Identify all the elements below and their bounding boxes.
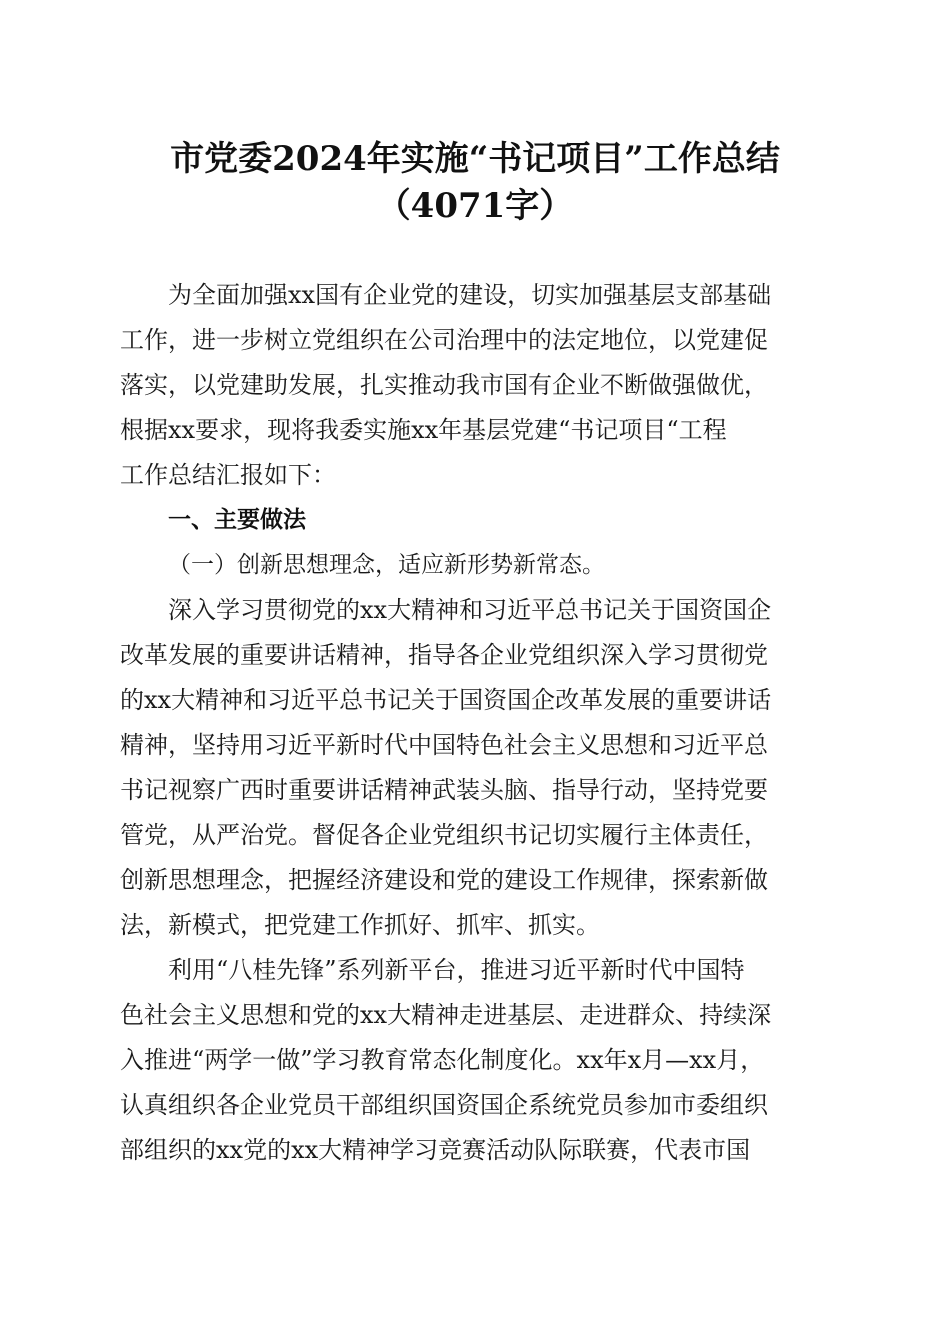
para2-line-4: 认真组织各企业党员干部组织国资国企系统党员参加市委组织 [120,1091,768,1119]
intro-line-1: 为全面加强xx国有企业党的建设，切实加强基层支部基础 [120,281,772,309]
document-title: 市党委2024年实施“书记项目”工作总结 [170,139,780,179]
intro-line-5: 工作总结汇报如下： [120,461,336,489]
para2-line-5: 部组织的xx党的xx大精神学习竞赛活动队际联赛，代表市国 [120,1136,751,1164]
para2-line-1: 利用“八桂先锋”系列新平台，推进习近平新时代中国特 [120,956,745,984]
para1-line-7: 创新思想理念，把握经济建设和党的建设工作规律，探索新做 [120,866,768,894]
section-heading: 一、主要做法 [168,507,306,533]
para1-line-6: 管党，从严治党。督促各企业党组织书记切实履行主体责任， [120,821,768,849]
intro-line-2: 工作，进一步树立党组织在公司治理中的法定地位，以党建促 [120,326,768,354]
para2-line-3: 入推进“两学一做”学习教育常态化制度化。xx年x月—xx月， [120,1046,765,1074]
subsection-heading: （一）创新思想理念，适应新形势新常态。 [168,552,605,578]
para1-line-8: 法，新模式，把党建工作抓好、抓牢、抓实。 [120,911,600,939]
document-word-count: （4071字） [376,186,574,226]
para1-line-4: 精神，坚持用习近平新时代中国特色社会主义思想和习近平总 [120,731,768,759]
para1-line-1: 深入学习贯彻党的xx大精神和习近平总书记关于国资国企 [120,596,772,624]
para2-line-2: 色社会主义思想和党的xx大精神走进基层、走进群众、持续深 [120,1001,772,1029]
para1-line-2: 改革发展的重要讲话精神，指导各企业党组织深入学习贯彻党 [120,641,768,669]
para1-line-3: 的xx大精神和习近平总书记关于国资国企改革发展的重要讲话 [120,686,772,714]
para1-line-5: 书记视察广西时重要讲话精神武装头脑、指导行动，坚持党要 [120,776,768,804]
intro-line-4: 根据xx要求，现将我委实施xx年基层党建“书记项目“工程 [120,416,727,444]
intro-line-3: 落实，以党建助发展，扎实推动我市国有企业不断做强做优， [120,371,768,399]
